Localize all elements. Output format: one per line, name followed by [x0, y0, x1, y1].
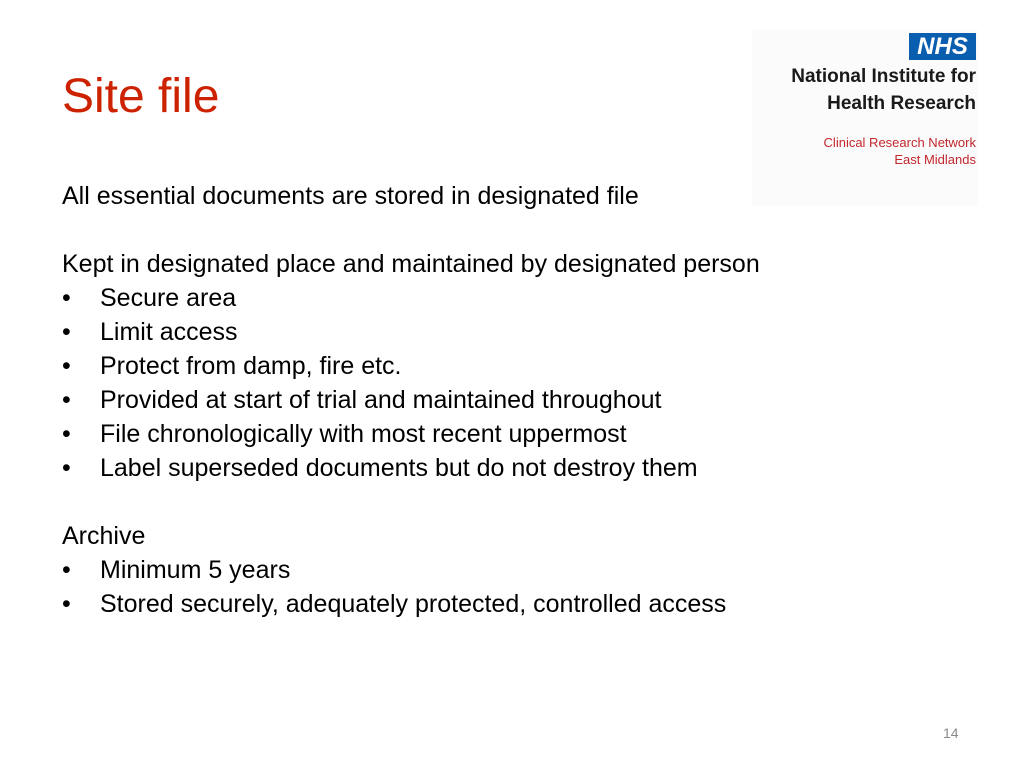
list-item-text: Stored securely, adequately protected, controlled access: [100, 590, 727, 618]
section-heading: Archive: [62, 522, 146, 550]
section-heading: Kept in designated place and maintained by designated person: [62, 250, 760, 278]
list-item-text: Label superseded documents but do not destroy them: [100, 454, 698, 482]
logo-sub-line-1: Clinical Research Network: [823, 135, 976, 150]
bullet-glyph: •: [62, 386, 71, 414]
bullet-glyph: •: [62, 352, 71, 380]
spacer: [62, 213, 962, 247]
logo-org-line-1: National Institute for: [791, 66, 976, 87]
list-item: [62, 315, 962, 349]
slide-title: Site file: [62, 70, 220, 123]
slide-body: [62, 179, 962, 621]
bullet-list: [62, 281, 962, 485]
logo-subtitle: [824, 134, 976, 168]
bullet-glyph: •: [62, 454, 71, 482]
list-item: [62, 553, 962, 587]
logo-org-line-2: Health Research: [827, 93, 976, 114]
bullet-glyph: •: [62, 284, 71, 312]
list-item-text: Provided at start of trial and maintained throughout: [100, 386, 662, 414]
bullet-list: [62, 553, 962, 621]
list-item-text: File chronologically with most recent uppermost: [100, 420, 627, 448]
bullet-glyph: •: [62, 556, 71, 584]
list-item: [62, 349, 962, 383]
list-item: [62, 383, 962, 417]
list-item: [62, 417, 962, 451]
list-item: [62, 587, 962, 621]
list-item: [62, 281, 962, 315]
bullet-glyph: •: [62, 318, 71, 346]
logo-org-name: [791, 63, 976, 117]
nhs-badge: NHS: [909, 33, 976, 60]
logo-sub-line-2: East Midlands: [894, 152, 976, 167]
bullet-glyph: •: [62, 590, 71, 618]
bullet-glyph: •: [62, 420, 71, 448]
list-item: [62, 451, 962, 485]
list-item-text: Minimum 5 years: [100, 556, 291, 584]
intro-text: All essential documents are stored in designated file: [62, 182, 639, 210]
page-number: 14: [943, 725, 959, 741]
list-item-text: Limit access: [100, 318, 238, 346]
list-item-text: Protect from damp, fire etc.: [100, 352, 402, 380]
spacer: [62, 485, 962, 519]
list-item-text: Secure area: [100, 284, 237, 312]
